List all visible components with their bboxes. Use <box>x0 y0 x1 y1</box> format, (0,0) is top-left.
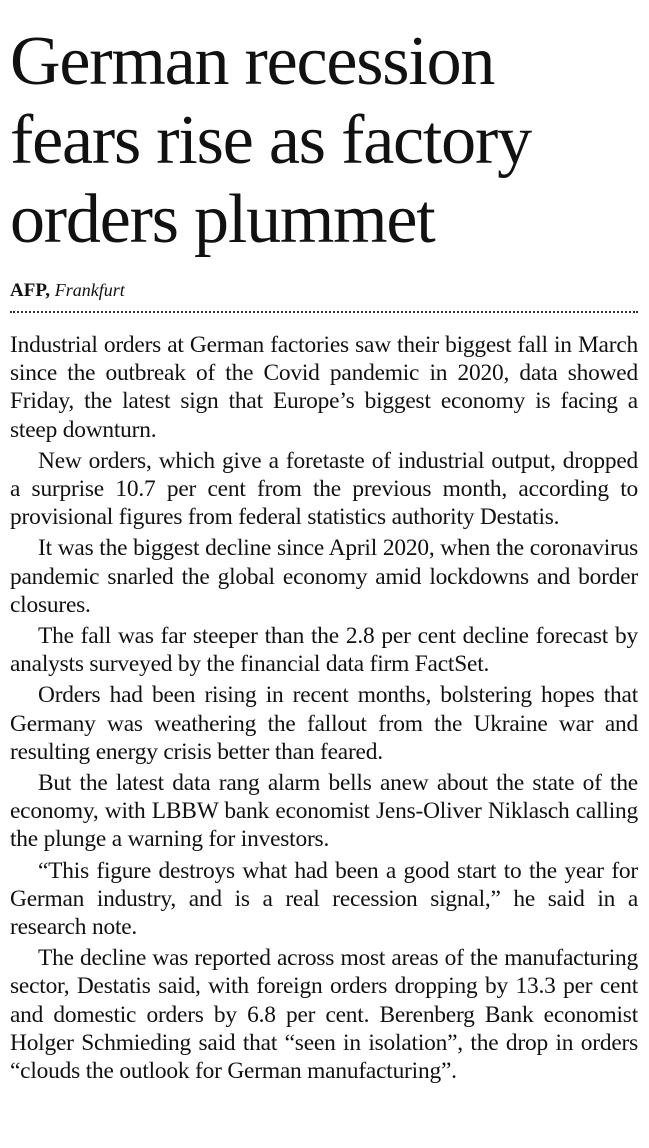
byline-location: Frankfurt <box>54 280 125 300</box>
news-article <box>10 0 638 1088</box>
article-paragraph-2: New orders, which give a foretaste of industrial output, dropped a surprise 10.7 per cent from the previous month, according to provisional figures from federal statistics authority Destatis. <box>10 447 638 531</box>
article-paragraph-5: Orders had been rising in recent months, bolstering hopes that Germany was weathering the fallout from the Ukraine war and resulting energy crisis better than feared. <box>10 682 638 765</box>
article-paragraph-7: “This figure destroys what had been a good start to the year for German industry, and is a real recession signal,” he said in a research note. <box>10 857 638 941</box>
article-paragraph-3: It was the biggest decline since April 2020, when the coronavirus pandemic snarled the global economy amid lockdowns and border closures. <box>10 535 638 618</box>
article-paragraph-6: But the latest data rang alarm bells anew about the state of the economy, with LBBW bank economist Jens-Oliver Niklasch calling the plunge a warning for investors. <box>10 770 638 853</box>
article-body <box>10 331 638 1085</box>
article-paragraph-4: The fall was far steeper than the 2.8 per cent decline forecast by analysts surveyed by the financial data firm FactSet. <box>10 623 638 678</box>
article-byline <box>10 279 638 302</box>
article-paragraph-1: Industrial orders at German factories saw their biggest fall in March since the outbreak of the Covid pandemic in 2020, data showed Friday, the latest sign that Europe’s biggest economy is facing a steep downturn. <box>10 332 638 443</box>
article-headline: German recession fears rise as factory orders plummet <box>10 23 531 258</box>
byline-agency: AFP, <box>10 280 50 301</box>
article-paragraph-8: The decline was reported across most areas of the manufacturing sector, Destatis said, with foreign orders dropping by 13.3 per cent and domestic orders by 6.8 per cent. Berenberg Bank economist Holger Schmieding said that “seen in isolation”, the drop in orders “clouds the outlook for German manufacturing”. <box>10 945 638 1085</box>
dotted-divider <box>10 311 638 313</box>
